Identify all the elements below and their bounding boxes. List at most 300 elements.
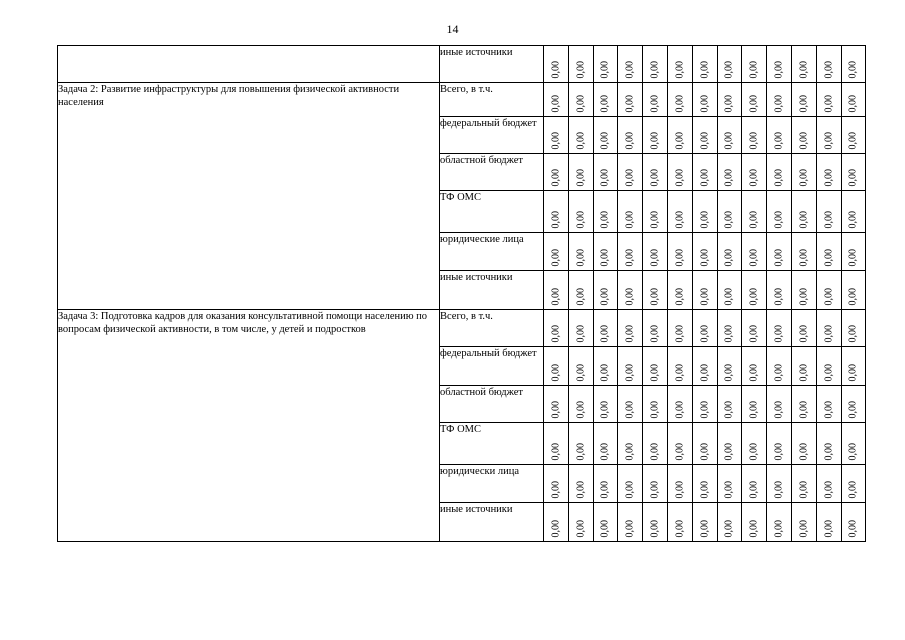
value-cell	[791, 154, 816, 191]
value-cell	[593, 503, 618, 542]
value-cell	[544, 154, 569, 191]
value-cell	[568, 83, 593, 117]
value-cell	[767, 117, 792, 154]
budget-table	[57, 45, 866, 542]
value-text: 0,00	[599, 60, 611, 78]
value-cell	[593, 271, 618, 310]
value-text: 0,00	[649, 210, 661, 228]
value-cell	[767, 271, 792, 310]
value-text: 0,00	[649, 94, 661, 112]
value-text: 0,00	[699, 324, 711, 342]
value-text: 0,00	[624, 287, 636, 305]
value-text: 0,00	[649, 131, 661, 149]
value-cell	[692, 83, 717, 117]
value-cell	[717, 465, 742, 503]
value-text: 0,00	[699, 400, 711, 418]
value-cell	[643, 117, 668, 154]
value-cell	[742, 154, 767, 191]
value-text: 0,00	[847, 94, 859, 112]
value-cell	[717, 423, 742, 465]
value-cell	[791, 465, 816, 503]
funding-source-cell: иные источники	[440, 271, 544, 310]
value-cell	[667, 117, 692, 154]
value-text: 0,00	[823, 442, 835, 460]
value-cell	[667, 503, 692, 542]
value-text: 0,00	[599, 324, 611, 342]
value-text: 0,00	[599, 94, 611, 112]
value-text: 0,00	[699, 131, 711, 149]
value-text: 0,00	[550, 168, 562, 186]
value-text: 0,00	[699, 210, 711, 228]
value-text: 0,00	[599, 210, 611, 228]
funding-source-cell: иные источники	[440, 503, 544, 542]
value-text: 0,00	[773, 168, 785, 186]
value-text: 0,00	[723, 60, 735, 78]
value-text: 0,00	[624, 168, 636, 186]
value-cell	[568, 347, 593, 386]
value-text: 0,00	[649, 480, 661, 498]
value-text: 0,00	[674, 363, 686, 381]
value-text: 0,00	[823, 168, 835, 186]
value-cell	[767, 154, 792, 191]
value-text: 0,00	[773, 210, 785, 228]
value-cell	[791, 271, 816, 310]
value-cell	[767, 310, 792, 347]
value-cell	[791, 310, 816, 347]
value-cell	[643, 423, 668, 465]
value-cell	[742, 310, 767, 347]
value-text: 0,00	[649, 60, 661, 78]
value-text: 0,00	[674, 168, 686, 186]
value-text: 0,00	[674, 287, 686, 305]
budget-table-body	[58, 46, 866, 542]
value-cell	[593, 310, 618, 347]
value-text: 0,00	[575, 324, 587, 342]
value-cell	[791, 423, 816, 465]
value-text: 0,00	[575, 248, 587, 266]
value-cell	[717, 347, 742, 386]
value-text: 0,00	[699, 287, 711, 305]
funding-source-cell: юридические лица	[440, 233, 544, 271]
value-cell	[816, 465, 841, 503]
value-text: 0,00	[599, 248, 611, 266]
value-cell	[568, 154, 593, 191]
value-cell	[593, 423, 618, 465]
value-cell	[544, 117, 569, 154]
value-text: 0,00	[773, 94, 785, 112]
value-text: 0,00	[748, 168, 760, 186]
value-cell	[544, 46, 569, 83]
value-text: 0,00	[823, 363, 835, 381]
value-text: 0,00	[674, 60, 686, 78]
value-cell	[717, 83, 742, 117]
value-text: 0,00	[599, 363, 611, 381]
value-text: 0,00	[624, 480, 636, 498]
task-description-cell: Задача 3: Подготовка кадров для оказания консультативной помощи населению по вопросам физической активности, в том числе, у детей и подростков	[58, 310, 440, 542]
value-cell	[717, 271, 742, 310]
value-cell	[667, 423, 692, 465]
value-cell	[742, 423, 767, 465]
value-text: 0,00	[847, 480, 859, 498]
value-cell	[816, 423, 841, 465]
value-cell	[692, 310, 717, 347]
value-text: 0,00	[699, 442, 711, 460]
value-cell	[791, 347, 816, 386]
value-text: 0,00	[748, 210, 760, 228]
value-text: 0,00	[575, 400, 587, 418]
value-text: 0,00	[723, 442, 735, 460]
funding-source-cell: ТФ ОМС	[440, 423, 544, 465]
value-text: 0,00	[847, 442, 859, 460]
value-text: 0,00	[847, 210, 859, 228]
value-text: 0,00	[773, 442, 785, 460]
value-cell	[816, 117, 841, 154]
value-text: 0,00	[575, 168, 587, 186]
value-cell	[767, 347, 792, 386]
value-cell	[568, 503, 593, 542]
value-text: 0,00	[649, 400, 661, 418]
value-cell	[816, 191, 841, 233]
value-text: 0,00	[823, 131, 835, 149]
value-cell	[544, 310, 569, 347]
value-text: 0,00	[624, 363, 636, 381]
value-cell	[593, 46, 618, 83]
value-text: 0,00	[674, 480, 686, 498]
value-text: 0,00	[599, 442, 611, 460]
value-cell	[767, 191, 792, 233]
value-cell	[692, 271, 717, 310]
value-cell	[618, 423, 643, 465]
value-cell	[791, 46, 816, 83]
value-text: 0,00	[798, 400, 810, 418]
value-cell	[767, 233, 792, 271]
value-cell	[568, 386, 593, 423]
table-row	[58, 83, 866, 117]
value-text: 0,00	[624, 400, 636, 418]
value-cell	[667, 46, 692, 83]
value-cell	[767, 83, 792, 117]
funding-source-cell: Всего, в т.ч.	[440, 83, 544, 117]
value-text: 0,00	[847, 519, 859, 537]
value-cell	[841, 271, 866, 310]
value-text: 0,00	[649, 248, 661, 266]
value-text: 0,00	[699, 94, 711, 112]
value-cell	[667, 271, 692, 310]
value-cell	[544, 191, 569, 233]
value-cell	[544, 271, 569, 310]
value-cell	[742, 271, 767, 310]
value-text: 0,00	[798, 210, 810, 228]
table-row	[58, 46, 866, 83]
value-cell	[841, 386, 866, 423]
value-text: 0,00	[798, 287, 810, 305]
value-cell	[643, 310, 668, 347]
value-cell	[767, 465, 792, 503]
value-text: 0,00	[798, 60, 810, 78]
value-cell	[791, 117, 816, 154]
task-description-cell	[58, 46, 440, 83]
value-cell	[742, 83, 767, 117]
value-cell	[791, 503, 816, 542]
value-cell	[618, 271, 643, 310]
value-cell	[544, 503, 569, 542]
value-cell	[643, 233, 668, 271]
value-cell	[717, 386, 742, 423]
value-text: 0,00	[748, 400, 760, 418]
value-text: 0,00	[699, 60, 711, 78]
value-text: 0,00	[748, 519, 760, 537]
value-text: 0,00	[823, 400, 835, 418]
value-text: 0,00	[773, 60, 785, 78]
value-text: 0,00	[847, 400, 859, 418]
value-text: 0,00	[550, 248, 562, 266]
value-cell	[618, 233, 643, 271]
value-cell	[544, 386, 569, 423]
value-text: 0,00	[723, 210, 735, 228]
value-text: 0,00	[748, 60, 760, 78]
value-text: 0,00	[599, 131, 611, 149]
value-cell	[742, 46, 767, 83]
value-cell	[618, 117, 643, 154]
value-text: 0,00	[599, 168, 611, 186]
value-cell	[568, 233, 593, 271]
value-text: 0,00	[599, 519, 611, 537]
value-text: 0,00	[624, 60, 636, 78]
value-text: 0,00	[649, 324, 661, 342]
value-text: 0,00	[823, 210, 835, 228]
value-text: 0,00	[550, 131, 562, 149]
funding-source-cell: областной бюджет	[440, 154, 544, 191]
value-text: 0,00	[699, 363, 711, 381]
value-text: 0,00	[773, 287, 785, 305]
value-text: 0,00	[823, 94, 835, 112]
value-text: 0,00	[798, 480, 810, 498]
value-text: 0,00	[599, 480, 611, 498]
value-cell	[568, 310, 593, 347]
value-cell	[767, 386, 792, 423]
value-text: 0,00	[723, 248, 735, 266]
value-text: 0,00	[624, 248, 636, 266]
value-cell	[791, 386, 816, 423]
value-cell	[816, 386, 841, 423]
value-cell	[841, 117, 866, 154]
value-text: 0,00	[773, 480, 785, 498]
task-description-cell: Задача 2: Развитие инфраструктуры для повышения физической активности населения	[58, 83, 440, 310]
value-cell	[544, 83, 569, 117]
value-text: 0,00	[847, 324, 859, 342]
value-cell	[643, 465, 668, 503]
value-text: 0,00	[773, 519, 785, 537]
value-cell	[593, 83, 618, 117]
funding-source-cell: областной бюджет	[440, 386, 544, 423]
value-text: 0,00	[550, 60, 562, 78]
value-cell	[841, 233, 866, 271]
value-cell	[568, 46, 593, 83]
value-cell	[667, 191, 692, 233]
value-cell	[816, 503, 841, 542]
value-cell	[593, 386, 618, 423]
value-cell	[791, 191, 816, 233]
value-text: 0,00	[550, 519, 562, 537]
value-text: 0,00	[624, 442, 636, 460]
value-cell	[692, 423, 717, 465]
value-text: 0,00	[798, 519, 810, 537]
value-cell	[593, 347, 618, 386]
value-text: 0,00	[674, 519, 686, 537]
value-text: 0,00	[798, 442, 810, 460]
value-cell	[618, 191, 643, 233]
value-cell	[618, 83, 643, 117]
value-cell	[618, 310, 643, 347]
value-text: 0,00	[823, 287, 835, 305]
value-text: 0,00	[748, 248, 760, 266]
value-cell	[593, 117, 618, 154]
value-cell	[643, 191, 668, 233]
value-cell	[841, 83, 866, 117]
value-cell	[568, 191, 593, 233]
value-cell	[841, 46, 866, 83]
value-cell	[667, 386, 692, 423]
value-text: 0,00	[624, 94, 636, 112]
value-text: 0,00	[699, 519, 711, 537]
value-cell	[717, 503, 742, 542]
value-cell	[692, 154, 717, 191]
value-text: 0,00	[723, 131, 735, 149]
value-cell	[841, 154, 866, 191]
value-text: 0,00	[575, 60, 587, 78]
value-cell	[692, 465, 717, 503]
value-cell	[618, 386, 643, 423]
value-text: 0,00	[798, 94, 810, 112]
value-cell	[544, 233, 569, 271]
value-text: 0,00	[773, 400, 785, 418]
value-text: 0,00	[847, 60, 859, 78]
value-cell	[717, 117, 742, 154]
value-text: 0,00	[674, 210, 686, 228]
funding-source-cell: юридически лица	[440, 465, 544, 503]
value-text: 0,00	[649, 442, 661, 460]
value-cell	[742, 191, 767, 233]
value-cell	[618, 154, 643, 191]
value-cell	[841, 310, 866, 347]
value-text: 0,00	[624, 519, 636, 537]
value-cell	[643, 154, 668, 191]
value-text: 0,00	[748, 324, 760, 342]
value-text: 0,00	[748, 94, 760, 112]
value-text: 0,00	[699, 480, 711, 498]
value-cell	[667, 154, 692, 191]
value-text: 0,00	[823, 519, 835, 537]
value-text: 0,00	[699, 248, 711, 266]
value-text: 0,00	[674, 400, 686, 418]
value-text: 0,00	[798, 324, 810, 342]
value-text: 0,00	[550, 363, 562, 381]
value-cell	[593, 154, 618, 191]
value-cell	[742, 503, 767, 542]
value-text: 0,00	[599, 400, 611, 418]
funding-source-cell: ТФ ОМС	[440, 191, 544, 233]
value-cell	[667, 233, 692, 271]
value-text: 0,00	[575, 94, 587, 112]
value-text: 0,00	[550, 480, 562, 498]
value-text: 0,00	[674, 248, 686, 266]
value-text: 0,00	[575, 287, 587, 305]
value-text: 0,00	[823, 60, 835, 78]
value-cell	[767, 46, 792, 83]
value-cell	[717, 310, 742, 347]
value-text: 0,00	[550, 210, 562, 228]
value-cell	[816, 233, 841, 271]
value-text: 0,00	[723, 94, 735, 112]
value-text: 0,00	[624, 210, 636, 228]
value-text: 0,00	[748, 363, 760, 381]
value-text: 0,00	[773, 363, 785, 381]
value-cell	[667, 83, 692, 117]
value-cell	[717, 191, 742, 233]
value-cell	[791, 83, 816, 117]
value-cell	[692, 503, 717, 542]
value-cell	[643, 347, 668, 386]
value-text: 0,00	[798, 363, 810, 381]
value-cell	[568, 271, 593, 310]
value-cell	[841, 423, 866, 465]
value-cell	[717, 46, 742, 83]
funding-source-cell: федеральный бюджет	[440, 117, 544, 154]
value-text: 0,00	[723, 519, 735, 537]
value-text: 0,00	[723, 400, 735, 418]
value-text: 0,00	[723, 168, 735, 186]
funding-source-cell: федеральный бюджет	[440, 347, 544, 386]
value-text: 0,00	[649, 168, 661, 186]
value-cell	[593, 465, 618, 503]
value-cell	[667, 310, 692, 347]
value-cell	[618, 465, 643, 503]
value-text: 0,00	[649, 519, 661, 537]
value-text: 0,00	[649, 287, 661, 305]
value-text: 0,00	[773, 324, 785, 342]
value-text: 0,00	[550, 287, 562, 305]
value-cell	[742, 386, 767, 423]
value-cell	[544, 423, 569, 465]
funding-source-cell: иные источники	[440, 46, 544, 83]
value-text: 0,00	[823, 480, 835, 498]
value-cell	[692, 386, 717, 423]
value-text: 0,00	[773, 248, 785, 266]
value-cell	[841, 347, 866, 386]
value-cell	[692, 347, 717, 386]
value-cell	[618, 347, 643, 386]
value-cell	[643, 46, 668, 83]
value-text: 0,00	[624, 324, 636, 342]
value-text: 0,00	[674, 324, 686, 342]
value-text: 0,00	[748, 131, 760, 149]
value-text: 0,00	[599, 287, 611, 305]
value-cell	[643, 386, 668, 423]
value-cell	[643, 271, 668, 310]
value-cell	[568, 117, 593, 154]
value-cell	[692, 117, 717, 154]
value-text: 0,00	[550, 400, 562, 418]
value-text: 0,00	[575, 519, 587, 537]
value-cell	[667, 465, 692, 503]
value-text: 0,00	[575, 131, 587, 149]
value-cell	[742, 465, 767, 503]
value-cell	[643, 503, 668, 542]
value-cell	[692, 46, 717, 83]
value-cell	[593, 233, 618, 271]
value-cell	[816, 83, 841, 117]
value-cell	[618, 503, 643, 542]
